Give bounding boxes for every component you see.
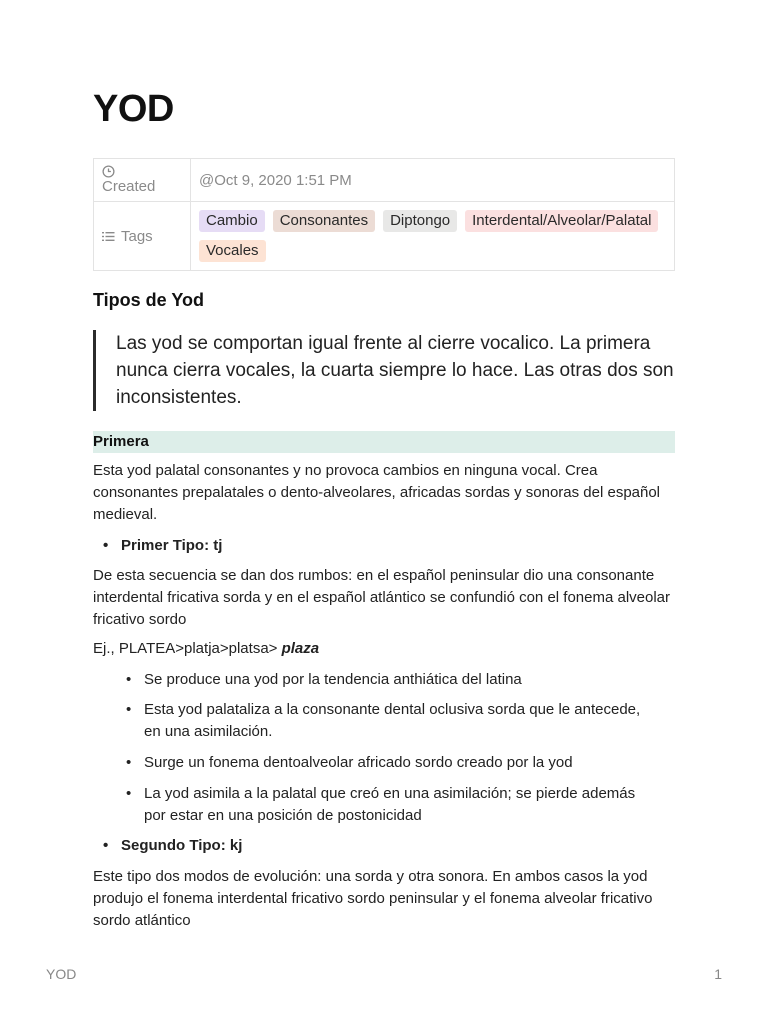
list-icon (102, 231, 115, 242)
sub-list-item-text: Surge un fonema dentoalveolar africado sordo creado por la yod (144, 754, 573, 771)
property-key-created (94, 159, 191, 202)
tag-cambio[interactable]: Cambio (199, 210, 265, 232)
paragraph-segundo: Este tipo dos modos de evolución: una sorda y otra sonora. En ambos casos la yod produjo el fonema interdental fricativo sordo peninsular y el fonema alveolar fricativo sordo atlántico (93, 868, 653, 929)
sub-list-item (126, 783, 644, 827)
property-label-created: Created (102, 178, 156, 195)
sub-list-item-text: La yod asimila a la palatal que creó en una asimilación; se pierde además por estar en una posición de postonicidad (144, 785, 636, 824)
sub-list-item-text: Se produce una yod por la tendencia anthiática del latina (144, 671, 522, 688)
tag-consonantes[interactable]: Consonantes (273, 210, 375, 232)
sub-list-item (126, 669, 675, 691)
blockquote: Las yod se comportan igual frente al cierre vocalico. La primera nunca cierra vocales, la cuarta siempre lo hace. Las otras dos son inconsistentes. (93, 330, 675, 411)
bullet-dot: • (126, 701, 132, 718)
tag-list (199, 206, 666, 266)
list-item-segundo-tipo (103, 835, 243, 857)
property-key-tags (94, 202, 191, 271)
section-heading: Tipos de Yod (93, 290, 205, 310)
page-title: YOD (93, 88, 174, 130)
bullet-dot: • (103, 837, 109, 854)
bullet-dot: • (103, 537, 109, 554)
footer-title: YOD (46, 966, 77, 982)
tag-interdental[interactable]: Interdental/Alveolar/Palatal (465, 210, 658, 232)
property-label-tags: Tags (121, 227, 153, 245)
sub-list-item (126, 699, 644, 743)
bullet-dot: • (126, 754, 132, 771)
property-row-created (94, 159, 675, 202)
paragraph-intro: Esta yod palatal consonantes y no provoca cambios en ninguna vocal. Crea consonantes prepalatales o dento-alveolares, africadas sordas y sonoras del español medieval. (93, 462, 661, 523)
tag-vocales[interactable]: Vocales (199, 240, 266, 262)
property-value-tags (191, 202, 675, 271)
bullet-dot: • (126, 671, 132, 688)
properties-table (93, 158, 675, 271)
list-item-label: Primer Tipo: tj (121, 537, 223, 554)
bullet-dot: • (126, 785, 132, 802)
example-word: plaza (281, 640, 320, 657)
tag-diptongo[interactable]: Diptongo (383, 210, 457, 232)
highlighted-heading: Primera (93, 431, 675, 453)
list-item-label: Segundo Tipo: kj (121, 837, 243, 854)
paragraph-rumbos: De esta secuencia se dan dos rumbos: en el español peninsular dio una consonante interdental fricativa sorda y en el español atlántico se confundió con el fonema alveolar fricativo sordo (93, 567, 671, 628)
property-value-created[interactable]: @Oct 9, 2020 1:51 PM (191, 159, 675, 202)
property-row-tags (94, 202, 675, 271)
sub-list-item-text: Esta yod palataliza a la consonante dental oclusiva sorda que le antecede, en una asimilación. (144, 701, 641, 740)
page-number: 1 (714, 966, 722, 982)
paragraph-example (93, 638, 675, 660)
example-prefix: Ej., PLATEA>platja>platsa> (93, 640, 282, 657)
sub-list-item (126, 752, 675, 774)
list-item-primer-tipo (103, 535, 223, 557)
clock-icon (102, 165, 115, 178)
